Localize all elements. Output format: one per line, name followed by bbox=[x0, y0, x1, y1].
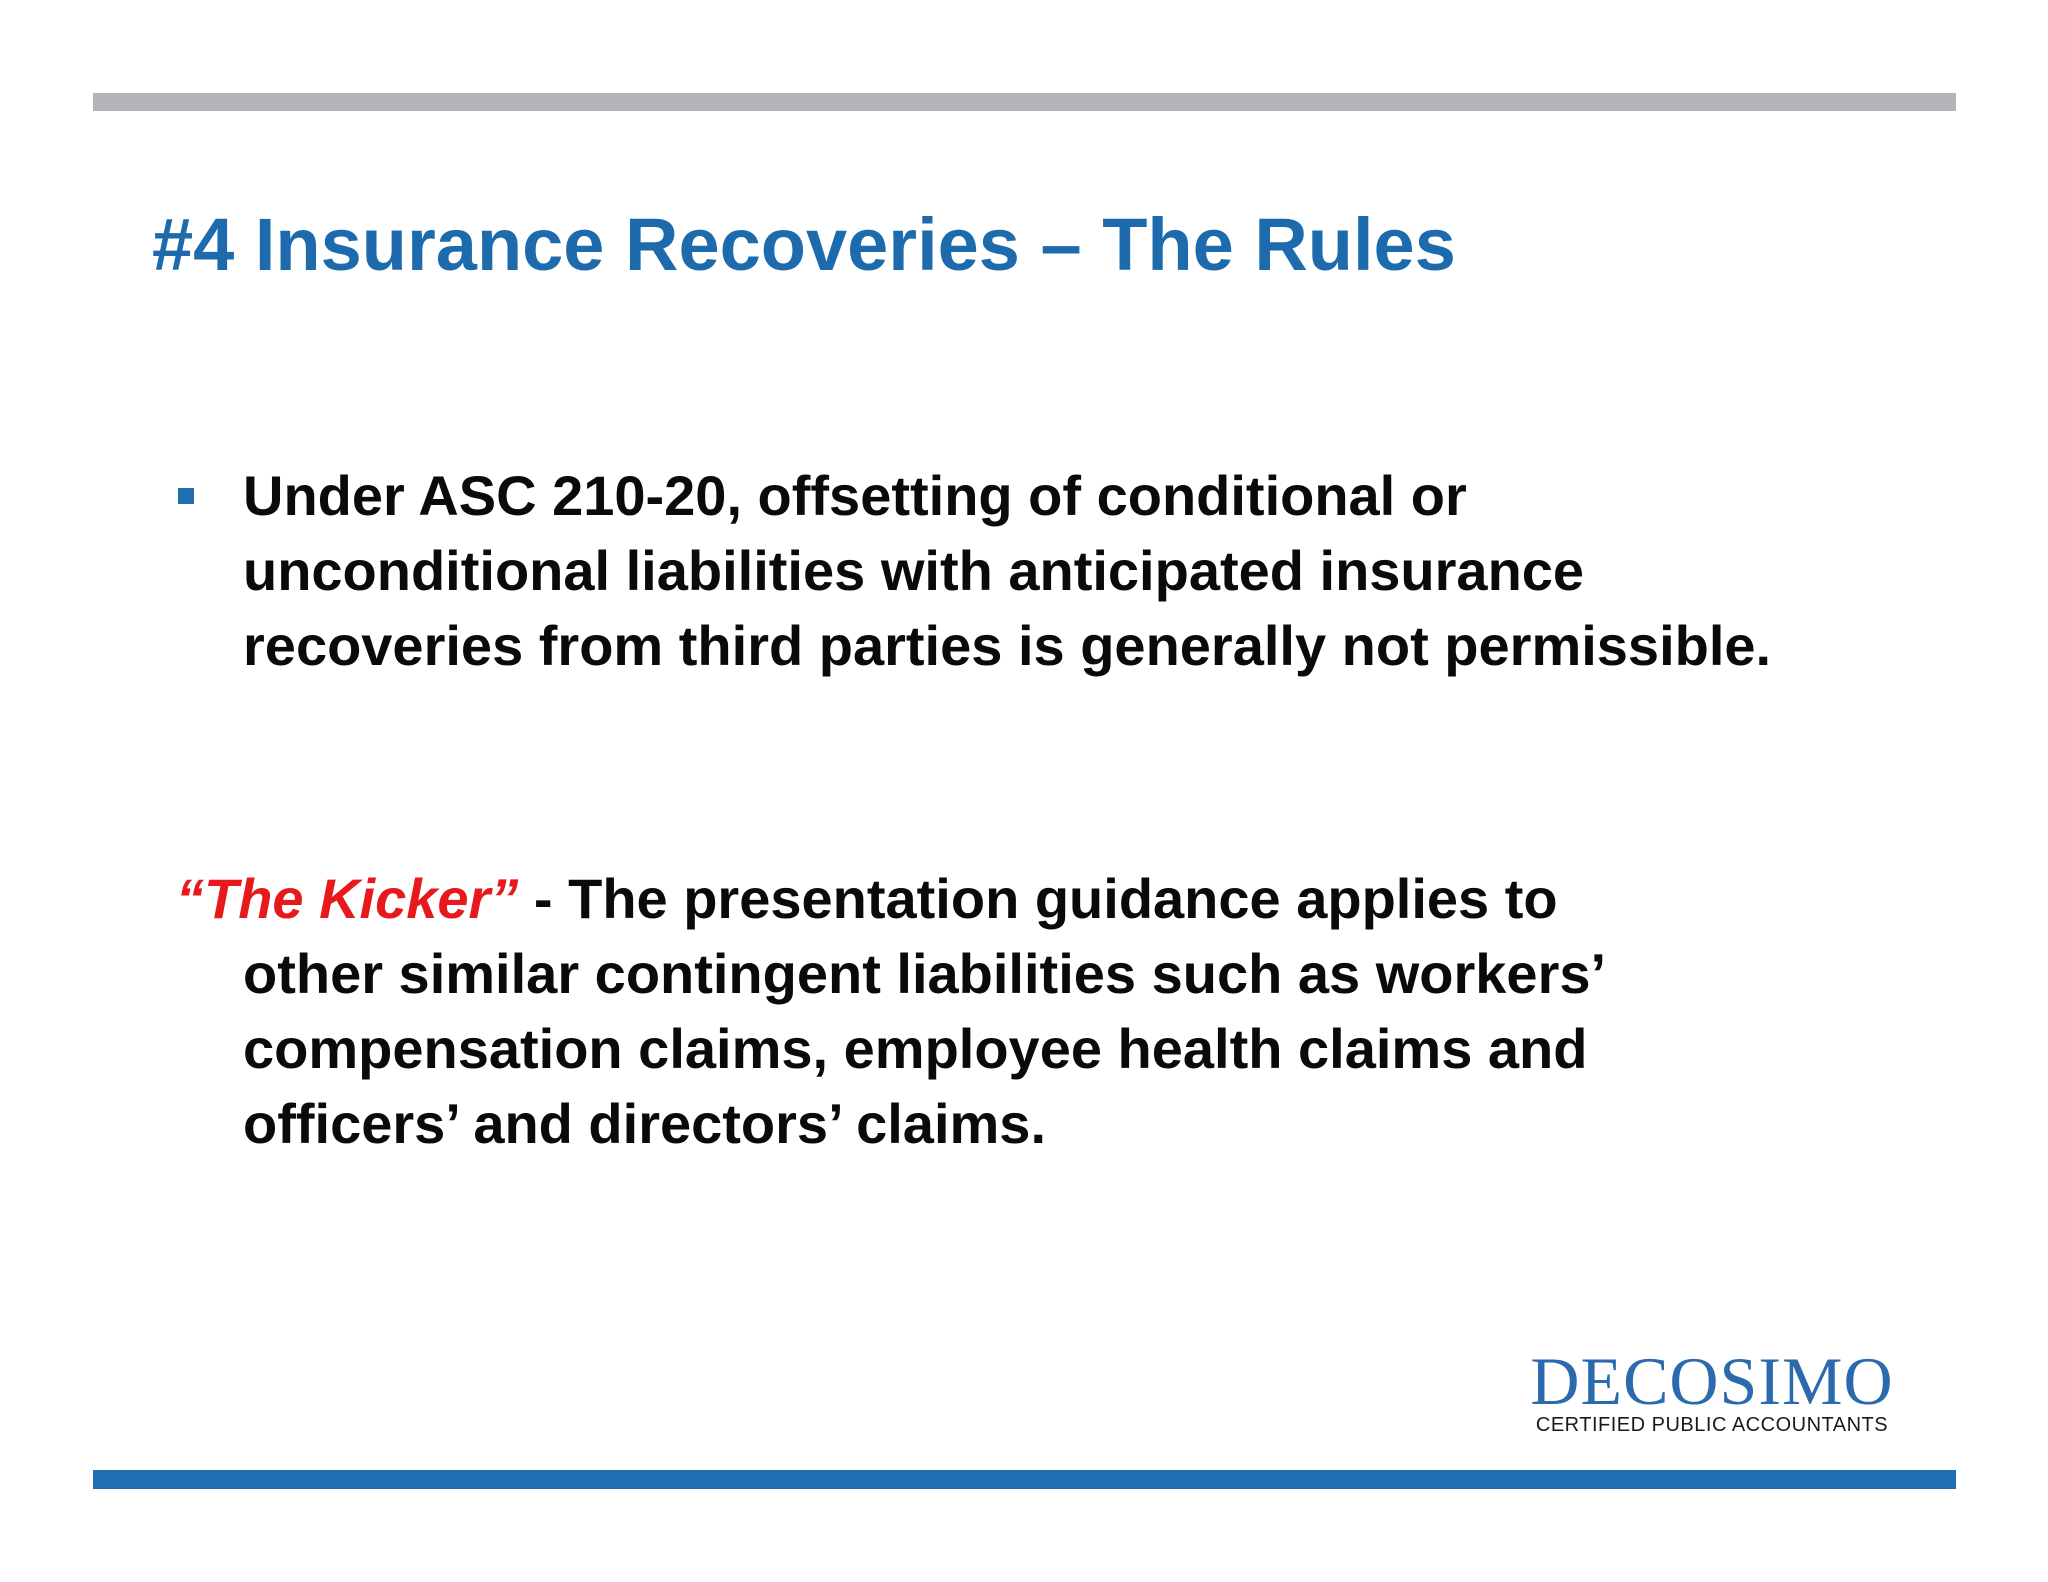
bottom-divider bbox=[93, 1470, 1956, 1489]
logo-tagline: CERTIFIED PUBLIC ACCOUNTANTS bbox=[1535, 1414, 1889, 1436]
bullet-square-icon bbox=[178, 488, 194, 504]
kicker-first-line bbox=[176, 861, 1796, 936]
kicker-paragraph bbox=[176, 861, 1796, 1161]
company-logo bbox=[1522, 1343, 1902, 1436]
kicker-continuation-text: other similar contingent liabilities such as workers’ compensation claims, employee health claims and officers’ and directors’ claims. bbox=[243, 942, 1603, 1155]
top-divider bbox=[93, 93, 1956, 111]
bullet-text: Under ASC 210-20, offsetting of conditional or unconditional liabilities with anticipated insurance recoveries from third parties is generally not permissible. bbox=[243, 464, 1772, 677]
logo-wordmark: DECOSIMO bbox=[1530, 1343, 1894, 1419]
kicker-label: “The Kicker” bbox=[176, 867, 519, 930]
kicker-lead-text: - The presentation guidance applies to bbox=[518, 867, 1558, 930]
slide-title: #4 Insurance Recoveries – The Rules bbox=[152, 203, 1456, 286]
